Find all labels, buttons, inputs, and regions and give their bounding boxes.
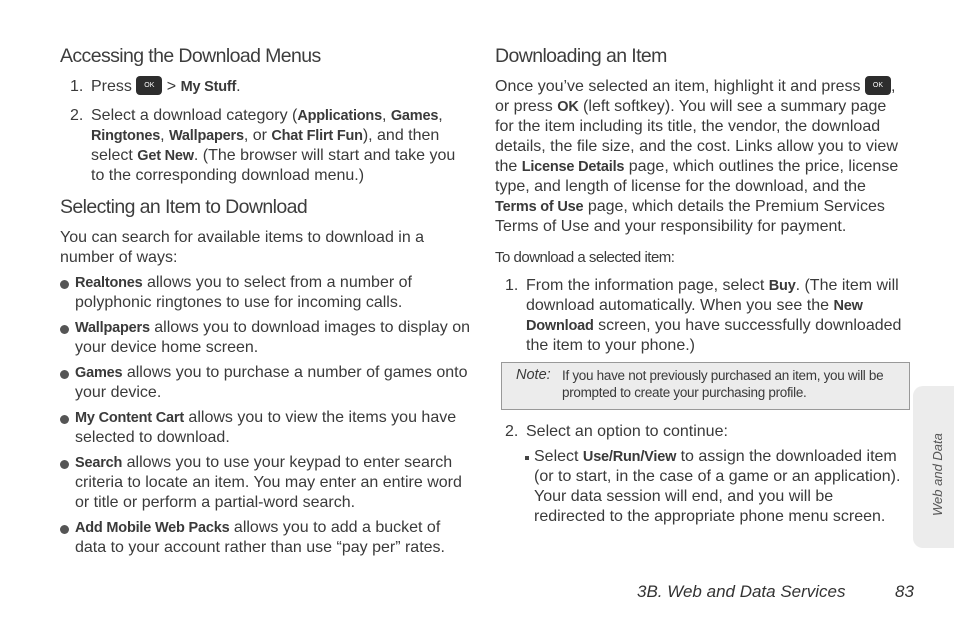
menu-term: Wallpapers [75, 320, 150, 336]
bullet-icon [60, 525, 69, 534]
ok-key-icon: OK [136, 76, 162, 95]
steps-accessing [60, 77, 470, 186]
item-text: allows you to use your keypad to enter search criteria to locate an item. You may enter an entire word or title or perform a partial-word search. [75, 454, 462, 511]
item-text: allows you to select from a number of polyphonic ringtones to use for incoming calls. [75, 274, 412, 311]
step-text: , [160, 127, 169, 144]
step-number: 2. [505, 423, 519, 440]
footer-section-title: 3B. Web and Data Services [637, 582, 846, 601]
step-number: 1. [70, 78, 84, 95]
bullet-icon [60, 460, 69, 469]
square-bullet-icon [525, 456, 529, 460]
menu-term: Wallpapers [168, 128, 244, 144]
para-text: Once you’ve selected an item, highlight it and press [495, 78, 865, 95]
option-list [495, 447, 905, 527]
ok-key-icon: OK [865, 76, 891, 95]
bullet-icon [60, 415, 69, 424]
list-item [60, 453, 470, 513]
bullet-icon [60, 325, 69, 334]
step-1 [60, 77, 470, 97]
step-text: . [236, 78, 241, 95]
item-text: allows you to add a bucket of data to your account rather than use “pay per” rates. [75, 519, 445, 556]
menu-term: My Content Cart [75, 410, 184, 426]
section-side-tab [913, 386, 954, 548]
step-number: 1. [505, 277, 519, 294]
menu-term: Games [75, 365, 123, 381]
step-2 [60, 106, 470, 186]
menu-term: Buy [768, 278, 796, 294]
download-options-list [60, 273, 470, 558]
menu-term: Games [390, 108, 439, 124]
page-number: 83 [895, 582, 914, 601]
note-label: Note: [516, 367, 551, 383]
step-text: Select a download category ( [91, 107, 298, 124]
heading-selecting-item: Selecting an Item to Download [60, 196, 308, 218]
menu-term: OK [557, 99, 579, 115]
steps-downloading [495, 276, 905, 356]
item-text: Select [534, 448, 583, 465]
left-column [60, 44, 470, 563]
menu-term: Ringtones [91, 128, 161, 144]
bullet-icon [60, 280, 69, 289]
steps-downloading-continued [495, 422, 905, 442]
para-text: , or press [495, 78, 896, 115]
step-2 [495, 422, 905, 442]
menu-term: My Stuff [180, 79, 237, 95]
step-1 [495, 276, 905, 356]
item-text: allows you to purchase a number of games onto your device. [75, 364, 468, 401]
downloading-paragraph [495, 77, 905, 237]
procedure-subhead: To download a selected item: [495, 249, 675, 266]
menu-term: Terms of Use [495, 199, 584, 215]
right-column [495, 44, 905, 527]
side-tab-label: Web and Data [930, 433, 945, 516]
list-item [60, 318, 470, 358]
step-text: . (The browser will start and take you to the corresponding download menu.) [91, 147, 456, 184]
menu-term: Search [75, 455, 123, 471]
menu-term: License Details [521, 159, 625, 175]
intro-paragraph: You can search for available items to download in a number of ways: [60, 229, 425, 266]
para-text: page, which outlines the price, license type, and length of license for the download, and the [495, 158, 899, 195]
step-text: , or [243, 127, 272, 144]
menu-term: Chat Flirt Fun [271, 128, 363, 144]
step-text: , [438, 107, 443, 124]
item-text: to assign the downloaded item (or to start, in the case of a game or an application). Your data session will end, and you will be redirected to the appropriate phone menu screen. [534, 448, 901, 525]
heading-accessing-download-menus: Accessing the Download Menus [60, 45, 321, 67]
step-text: > [162, 78, 181, 95]
step-text: . (The item will download automatically. When you see the [526, 277, 899, 314]
menu-term: Add Mobile Web Packs [75, 520, 230, 536]
para-text: (left softkey). You will see a summary page for the item including its title, the vendor, the download details, the file size, and the cost. Links allow you to view the [495, 98, 898, 175]
menu-term: Applications [297, 108, 382, 124]
menu-term: Realtones [75, 275, 143, 291]
step-text: Select an option to continue: [526, 423, 728, 440]
note-text: If you have not previously purchased an item, you will be prompted to create your purchasing profile. [562, 368, 884, 400]
item-text: allows you to view the items you have selected to download. [75, 409, 457, 446]
step-text: , [381, 107, 391, 124]
heading-downloading-item: Downloading an Item [495, 45, 667, 67]
list-item [60, 273, 470, 313]
bullet-icon [60, 370, 69, 379]
note-box [501, 362, 910, 410]
list-item [60, 363, 470, 403]
step-text: Press [91, 78, 137, 95]
para-text: page, which details the Premium Services Terms of Use and your responsibility for payment. [495, 198, 885, 235]
step-text: screen, you have successfully downloaded the item to your phone.) [526, 317, 902, 354]
item-text: allows you to download images to display on your device home screen. [75, 319, 471, 356]
step-number: 2. [70, 107, 84, 124]
list-item [60, 518, 470, 558]
step-text: ), and then select [91, 127, 440, 164]
step-text: From the information page, select [526, 277, 769, 294]
list-item [60, 408, 470, 448]
list-item [495, 447, 905, 527]
menu-term: Use/Run/View [582, 449, 677, 465]
menu-term: Get New [137, 148, 194, 164]
menu-term: New Download [526, 298, 863, 334]
